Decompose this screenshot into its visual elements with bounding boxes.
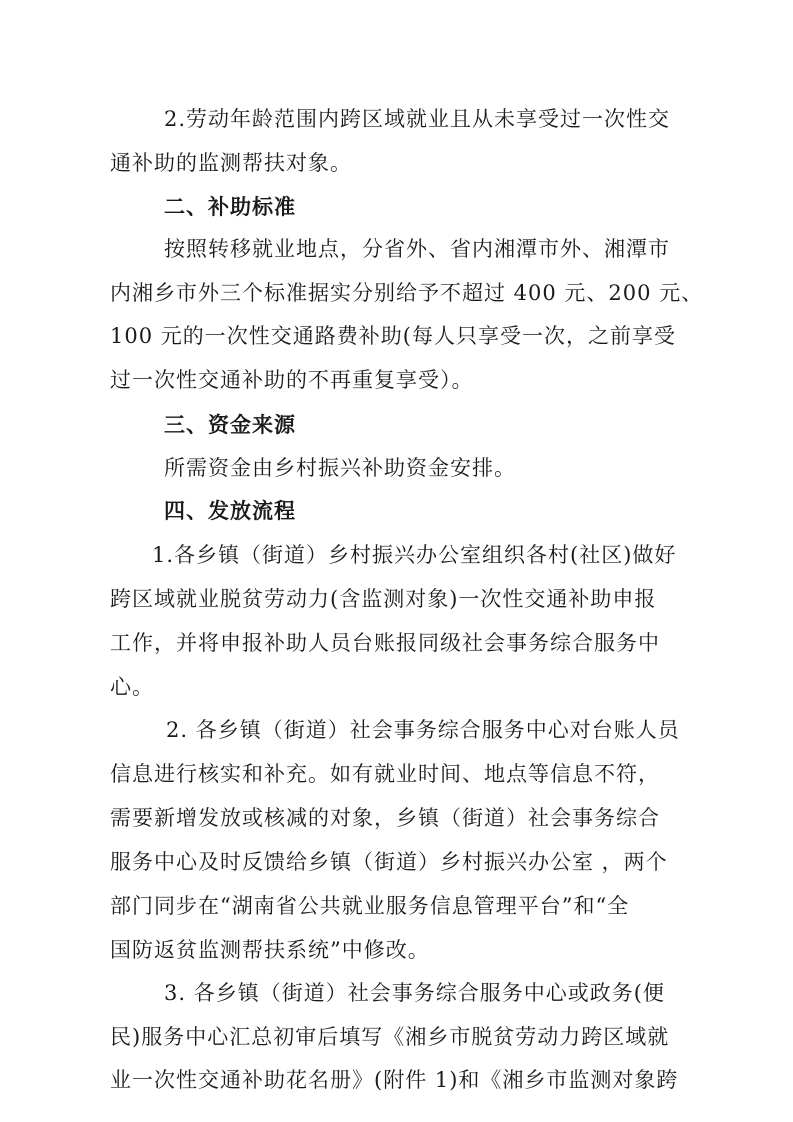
text-line: 过一次性交通补助的不再重复享受）。 — [110, 368, 474, 392]
text-line: 民)服务中心汇总初审后填写《湘乡市脱贫劳动力跨区域就 — [110, 1025, 670, 1049]
text-line: 100 元的一次性交通路费补助(每人只享受一次，之前享受 — [110, 324, 676, 348]
text-line: 部门同步在“湖南省公共就业服务信息管理平台”和“全 — [110, 894, 630, 918]
text-line: 工作，并将申报补助人员台账报同级社会事务综合服务中 — [110, 631, 660, 655]
text-line: 心。 — [110, 675, 154, 699]
text-line: 服务中心及时反馈给乡镇（街道）乡村振兴办公室 ，两个 — [110, 850, 668, 874]
text-line: 所需资金由乡村振兴补助资金安排。 — [164, 456, 516, 480]
text-line: 信息进行核实和补充。如有就业时间、地点等信息不符， — [110, 762, 660, 786]
section-heading: 四、发放流程 — [164, 499, 296, 523]
text-line: 1.各乡镇（街道）乡村振兴办公室组织各村(社区)做好 — [152, 543, 677, 567]
text-line: 跨区域就业脱贫劳动力(含监测对象)一次性交通补助申报 — [110, 587, 657, 611]
text-line: 2. 各乡镇（街道）社会事务综合服务中心对台账人员 — [166, 718, 680, 742]
text-line: 通补助的监测帮扶对象。 — [110, 151, 352, 175]
text-line: 按照转移就业地点，分省外、省内湘潭市外、湘潭市 — [164, 237, 670, 261]
section-heading: 二、补助标准 — [164, 195, 296, 219]
section-heading: 三、资金来源 — [164, 413, 296, 437]
text-line: 业一次性交通补助花名册》(附件 1)和《湘乡市监测对象跨 — [110, 1068, 679, 1092]
text-line: 国防返贫监测帮扶系统”中修改。 — [110, 938, 430, 962]
text-line: 需要新增发放或核减的对象，乡镇（街道）社会事务综合 — [110, 806, 660, 830]
text-line: 3. 各乡镇（街道）社会事务综合服务中心或政务(便 — [164, 981, 665, 1005]
text-line: 内湘乡市外三个标准据实分别给予不超过 400 元、200 元、 — [110, 281, 704, 305]
text-line: 2.劳动年龄范围内跨区域就业且从未享受过一次性交 — [164, 107, 671, 131]
